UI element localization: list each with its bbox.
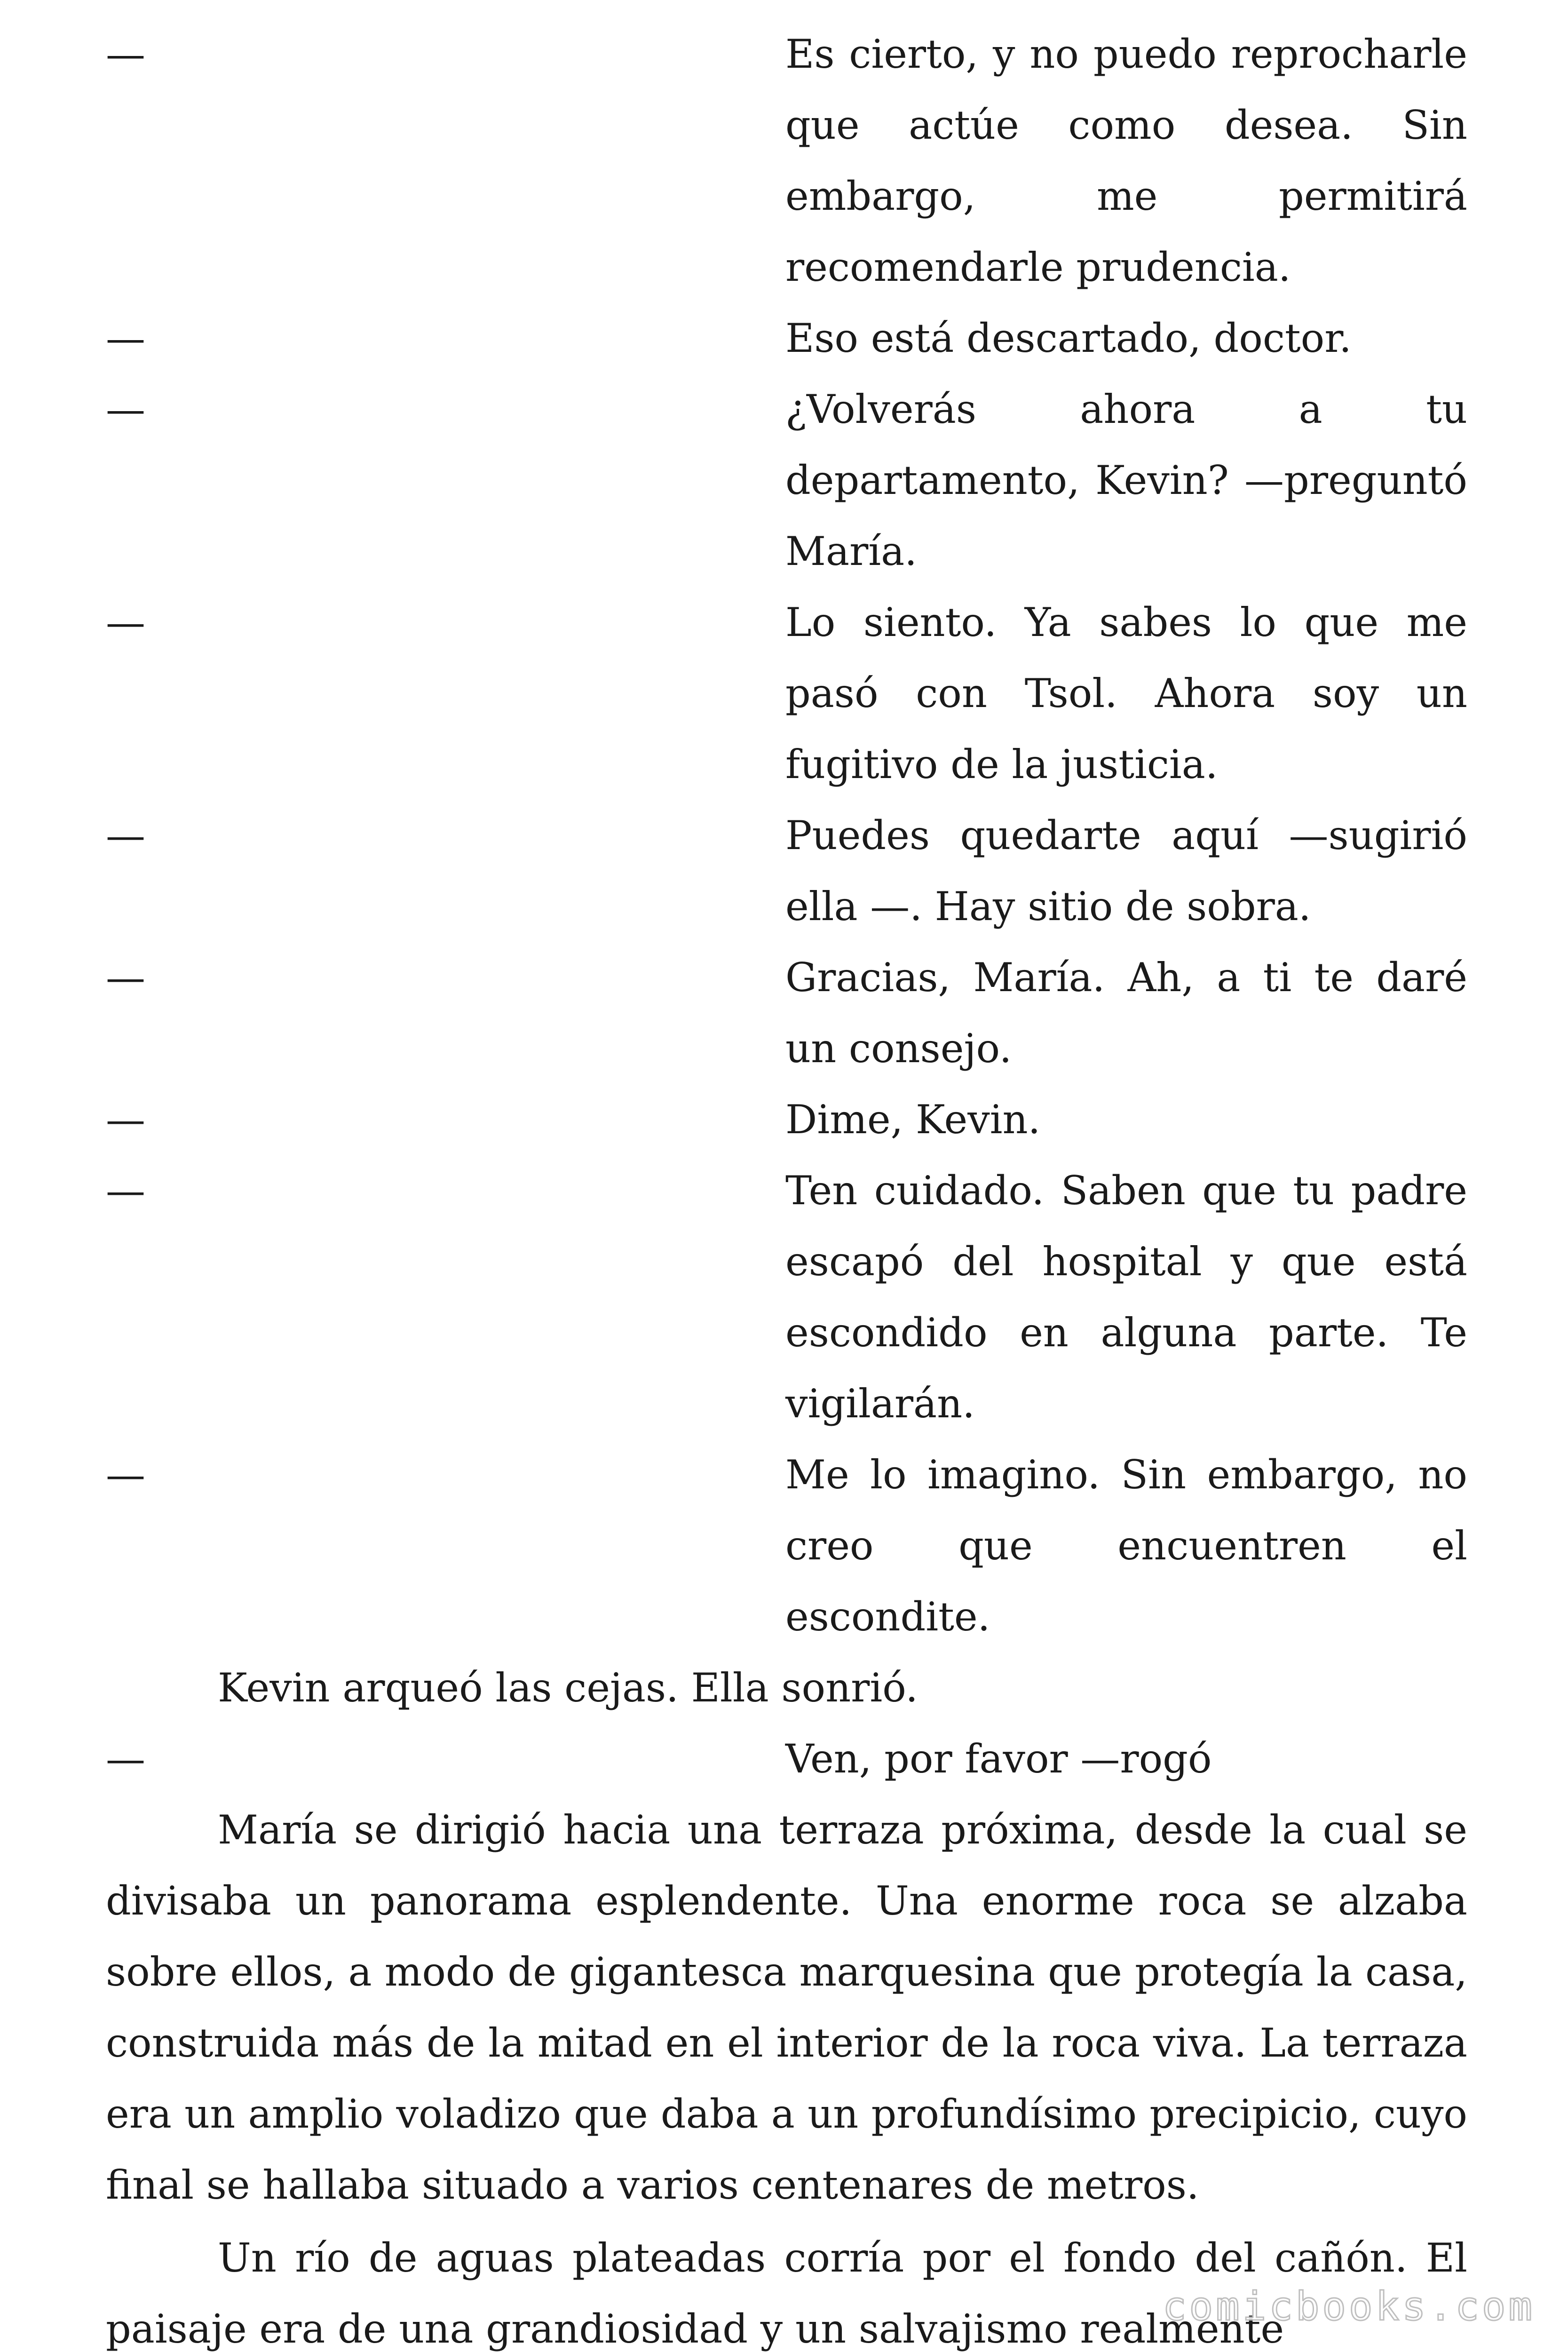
watermark-logo: comicbooks.com xyxy=(1162,2283,1535,2329)
body-paragraph: Un río de aguas plateadas corría por el fondo del cañón. El paisaje era de una grandiosidad y un salvajismo realmente xyxy=(106,2235,1467,2352)
narration-paragraph: Kevin arqueó las cejas. Ella sonrió. xyxy=(218,1665,918,1711)
dialogue-dash: — xyxy=(106,31,145,77)
dialogue-dash: — xyxy=(106,386,145,432)
dialogue-dash: — xyxy=(106,1452,145,1498)
dialogue-text: Ven, por favor —rogó xyxy=(785,1736,1212,1782)
dialogue-dash: — xyxy=(106,315,145,361)
dialogue-dash: — xyxy=(106,1168,145,1214)
dialogue-line xyxy=(106,587,1467,800)
dialogue-line xyxy=(106,1724,1467,1795)
dialogue-line xyxy=(106,1084,1467,1155)
dialogue-text: Lo siento. Ya sabes lo que me pasó con Tsol. Ahora soy un fugitivo de la justicia. xyxy=(785,599,1467,787)
dialogue-line xyxy=(106,942,1467,1084)
dialogue-text: Puedes quedarte aquí —sugirió ella —. Hay sitio de sobra. xyxy=(785,812,1467,930)
dialogue-dash: — xyxy=(106,1736,145,1782)
dialogue-dash: — xyxy=(106,599,145,645)
dialogue-line xyxy=(106,303,1467,374)
dialogue-text: Dime, Kevin. xyxy=(785,1097,1041,1143)
dialogue-dash: — xyxy=(106,954,145,1001)
dialogue-line xyxy=(106,1439,1467,1653)
dialogue-text: Es cierto, y no puedo reprocharle que actúe como desea. Sin embargo, me permitirá recomendarle prudencia. xyxy=(785,31,1467,290)
page-body xyxy=(106,19,1467,2352)
dialogue-dash: — xyxy=(106,812,145,858)
dialogue-text: Eso está descartado, doctor. xyxy=(785,315,1352,361)
dialogue-text: Gracias, María. Ah, a ti te daré un consejo. xyxy=(785,954,1467,1072)
dialogue-line xyxy=(106,1155,1467,1439)
dialogue-line xyxy=(106,19,1467,303)
dialogue-text: ¿Volverás ahora a tu departamento, Kevin? —preguntó María. xyxy=(785,386,1467,574)
dialogue-text: Ten cuidado. Saben que tu padre escapó del hospital y que está escondido en alguna parte. Te vigilarán. xyxy=(785,1168,1467,1427)
dialogue-dash: — xyxy=(106,1097,145,1143)
body-paragraph: María se dirigió hacia una terraza próxima, desde la cual se divisaba un panorama esplendente. Una enorme roca se alzaba sobre ellos, a modo de gigantesca marquesina que protegía la casa, construida más de la mitad en el interior de la roca viva. La terraza era un amplio voladizo que daba a un profundísimo precipicio, cuyo final se hallaba situado a varios centenares de metros. xyxy=(106,1807,1467,2208)
dialogue-text: Me lo imagino. Sin embargo, no creo que encuentren el escondite. xyxy=(785,1452,1467,1640)
dialogue-line xyxy=(106,800,1467,942)
dialogue-line xyxy=(106,374,1467,587)
